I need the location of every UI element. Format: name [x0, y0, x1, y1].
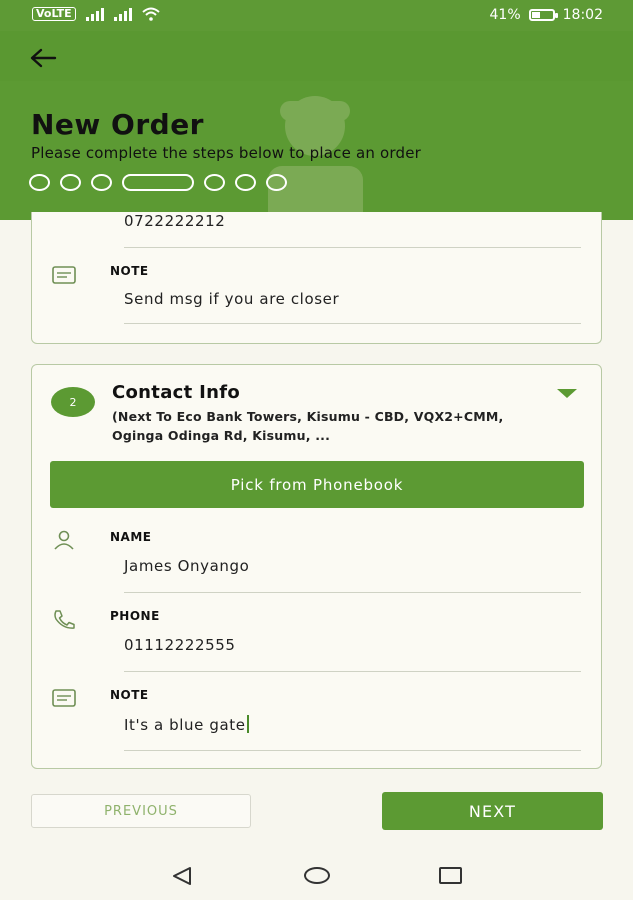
text-cursor: [247, 715, 249, 733]
contact-info-title: Contact Info: [112, 382, 240, 403]
wifi-icon: [142, 7, 160, 21]
delivery-details-card: [31, 212, 602, 344]
previous-button[interactable]: PREVIOUS: [31, 794, 251, 828]
next-button[interactable]: NEXT: [382, 792, 603, 830]
note-icon: [51, 264, 77, 286]
clock: 18:02: [562, 7, 603, 23]
step-indicator: [29, 174, 50, 191]
note-icon: [51, 687, 77, 709]
chevron-down-icon[interactable]: [557, 389, 577, 398]
phone-icon: [51, 608, 77, 630]
signal-2-icon: [114, 8, 132, 21]
divider: [124, 592, 581, 593]
delivery-note-label: NOTE: [110, 264, 149, 278]
contact-address: (Next To Eco Bank Towers, Kisumu - CBD, VQX2+CMM, Oginga Odinga Rd, Kisumu, ...: [112, 409, 504, 443]
divider: [124, 323, 581, 324]
system-nav-bar: [0, 850, 633, 900]
name-label: NAME: [110, 530, 152, 544]
person-icon: [51, 529, 77, 551]
delivery-note-value[interactable]: Send msg if you are closer: [124, 290, 340, 308]
status-bar: [0, 0, 633, 31]
app-header: [0, 31, 633, 220]
battery-icon: [529, 9, 555, 21]
phone-input[interactable]: 01112222555: [124, 636, 236, 654]
name-input[interactable]: James Onyango: [124, 557, 250, 575]
note-label: NOTE: [110, 688, 149, 702]
toolbar: [0, 31, 633, 81]
step-indicator: [60, 174, 81, 191]
step-indicator: [91, 174, 112, 191]
note-input[interactable]: [124, 715, 249, 734]
pick-from-phonebook-button[interactable]: Pick from Phonebook: [50, 461, 584, 508]
note-input-text: It's a blue gate: [124, 716, 246, 734]
progress-stepper: [29, 174, 287, 191]
divider: [124, 671, 581, 672]
nav-recents-icon[interactable]: [439, 867, 462, 884]
page-subtitle: Please complete the steps below to place an order: [31, 144, 422, 162]
volte-badge: VoLTE: [32, 7, 76, 21]
step-number-badge: 2: [51, 387, 95, 417]
step-indicator-active: [122, 174, 194, 191]
step-indicator: [204, 174, 225, 191]
delivery-phone-value[interactable]: 0722222212: [124, 212, 226, 230]
signal-icon: [86, 8, 104, 21]
phone-label: PHONE: [110, 609, 160, 623]
step-indicator: [235, 174, 256, 191]
nav-home-icon[interactable]: [304, 867, 330, 884]
step-indicator: [266, 174, 287, 191]
divider: [124, 247, 581, 248]
battery-percent: 41%: [489, 7, 521, 23]
nav-back-icon[interactable]: [170, 866, 194, 886]
page-title: New Order: [31, 108, 204, 141]
contact-info-card: [31, 364, 602, 769]
divider: [124, 750, 581, 751]
arrow-left-icon[interactable]: [28, 45, 58, 71]
